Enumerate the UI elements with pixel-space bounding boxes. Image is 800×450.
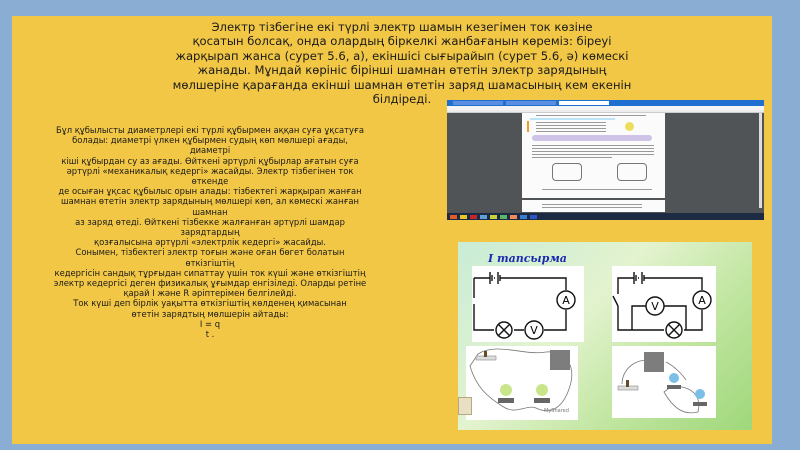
circuit-diagram-series [472,266,584,342]
browser-tab-active [559,101,609,105]
svg-text:A: A [562,294,570,307]
body-line: кіші құбырдан су аз ағады. Өйткені әртүрлі құбырлар ағатын суға [61,155,359,166]
svg-text:V: V [530,324,538,337]
body-line: болады: диаметрі үлкен құбырмен судың көп мөлшері ағады, [72,135,348,146]
books-decoration [458,397,472,415]
intro-line: жарқырап жанса (сурет 5.6, а), екіншісі сығырайып (сурет 5.6, ә) көмескі [175,48,629,63]
body-line: Сонымен, тізбектегі электр тоғын және оған бөгет болатын [75,247,345,258]
body-line: Бұл құбылысты диаметрлері екі түрлі құбырмен аққан суға ұқсатуға [56,125,364,135]
browser-tab [506,101,556,105]
intro-line: қосатын болсақ, онда олардың біркелкі жанбағанын көреміз: біреуі [192,34,612,49]
circuit-parallel-icon [612,266,716,342]
body-line: қозғалысына әртүрлі «электрлік кедергі» жасайды. [94,237,326,248]
pdf-page [522,113,665,198]
body-paragraph [40,125,380,339]
scrollbar [759,113,762,208]
taskbar [447,213,764,220]
body-line: әртүрлі «механикалық кедергі» жасайды. Электр тізбегінен ток [66,165,354,176]
body-line: аз заряд өтеді. Өйткені тізбекке жалғанған әртүрлі шамдар [75,216,345,227]
body-line: кедергісін сандық тұрғыдан сипаттау үшін ток күші және өткізгіштің [54,267,366,278]
browser-tab [453,101,503,105]
body-line: шамнан [192,206,228,217]
section-heading [532,135,652,141]
formula-line: I = q [199,318,221,329]
textbook-screenshot [447,100,764,220]
intro-line: мөлшеріне қарағанда екінші шамнан өтетін заряд шамасының кем екенін [172,77,632,92]
slide [12,16,772,444]
body-line: электр кедергісі деген физикалық ұғымдар енгізіледі. Оларды ретіне [53,278,367,289]
intro-paragraph [112,20,692,106]
body-line: өткізгіштің [185,257,235,268]
body-line: өтетін зарядтың мөлшерін айтады: [131,308,289,319]
body-line: шамнан өтетін электр зарядының мөлшері көп, ал көмескі жанған [60,196,360,207]
body-line: Ток күші деп бірлік уақытта өткізгіштің көлденең қимасынан [73,298,347,309]
intro-line: жанады. Мұндай көрініс бірінші шамнан өтетін электр зарядының [197,63,607,78]
circuit-photo-icon [466,346,578,420]
svg-text:V: V [651,300,659,313]
body-line: де осыған ұқсас құбылыс орын алады: тізбектегі жарқырап жанған [58,186,362,197]
circuit-photo-series [466,346,578,420]
svg-text:MyShared: MyShared [544,408,569,414]
lamp-figure [625,122,634,131]
formula-line: t . [205,329,215,340]
circuit-series-icon [472,266,584,342]
circuit-diagram-parallel-voltmeter [612,266,716,342]
pdf-page-next [522,200,665,212]
body-line: зарядтардың [180,227,240,238]
circuit-photo-icon [612,346,716,418]
task-image [458,242,752,430]
body-line: диаметрі [189,145,231,156]
intro-line: білдіреді. [372,92,432,107]
body-line: өткенде [191,176,229,187]
svg-text:A: A [698,294,706,307]
intro-line: Электр тізбегіне екі түрлі электр шамын кезегімен ток көзіне [211,20,593,34]
circuit-photo-parallel [612,346,716,418]
body-line: қарай І және R әріптерімен белгілейді. [123,288,297,299]
task-title: I тапсырма [488,252,567,265]
